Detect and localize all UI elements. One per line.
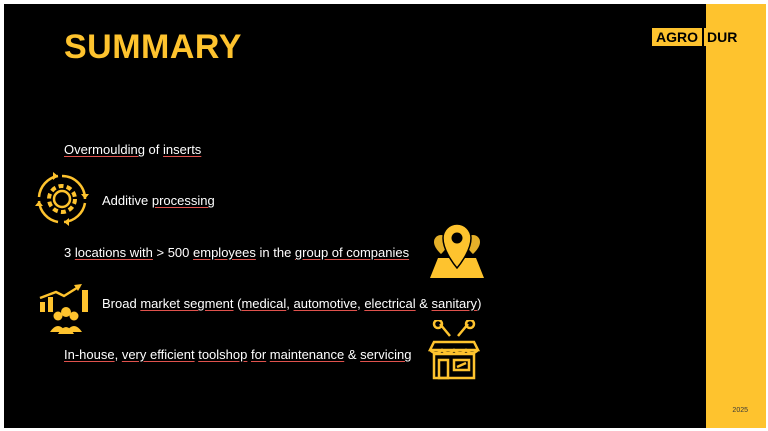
bullet-line-1 [64, 142, 201, 157]
bullet-text-segment: locations with [74, 245, 153, 260]
bullet-text-segment: of [144, 142, 164, 157]
bullet-text-segment: toolshop [198, 347, 248, 362]
bullet-text-segment: , [357, 296, 365, 311]
growth-people-icon [36, 282, 96, 336]
bullet-text-segment: & [415, 296, 432, 311]
logo-agro: AGRO [652, 28, 702, 46]
bullet-text-segment: Additive [102, 193, 152, 208]
gear-cycle-icon [34, 170, 90, 228]
slide [4, 4, 766, 428]
bullet-text-segment: for [250, 347, 267, 362]
bullet-line-3 [64, 245, 409, 260]
location-pin-icon [424, 220, 490, 280]
bullet-text-segment: inserts [163, 142, 202, 157]
bullet-text-segment: market segment [140, 296, 234, 311]
bullet-text-segment: electrical [364, 296, 416, 311]
bullet-text-segment: ) [477, 296, 482, 311]
bullet-text-segment: In-house [64, 347, 115, 362]
bullet-text-segment: sanitary [431, 296, 478, 311]
bullet-text-segment: , [114, 347, 122, 362]
company-logo [652, 28, 740, 46]
logo-dur: DUR [704, 28, 740, 46]
bullet-line-2 [102, 193, 215, 208]
bullet-text-segment: medical [241, 296, 287, 311]
bullet-text-segment: very efficient [121, 347, 195, 362]
bullet-text-segment: Broad [102, 296, 141, 311]
year-label: 2025 [732, 407, 748, 414]
bullet-text-segment: 3 [64, 245, 75, 260]
bullet-text-segment: ( [233, 296, 242, 311]
bullet-text-segment: & [344, 347, 361, 362]
bullet-text-segment: Overmoulding [64, 142, 145, 157]
bullet-text-segment: automotive [293, 296, 358, 311]
bullet-text-segment: servicing [360, 347, 412, 362]
bullet-text-segment: employees [193, 245, 256, 260]
bullet-text-segment: group of companies [294, 245, 410, 260]
workshop-tools-icon [426, 320, 482, 382]
accent-sidebar [706, 4, 766, 428]
bullet-text-segment: processing [151, 193, 215, 208]
slide-title: SUMMARY [64, 28, 242, 66]
bullet-line-4 [102, 296, 481, 311]
bullet-text-segment: , [286, 296, 294, 311]
bullet-line-5 [64, 347, 411, 362]
bullet-text-segment: in the [255, 245, 295, 260]
bullet-text-segment: > 500 [152, 245, 194, 260]
bullet-text-segment: maintenance [269, 347, 345, 362]
